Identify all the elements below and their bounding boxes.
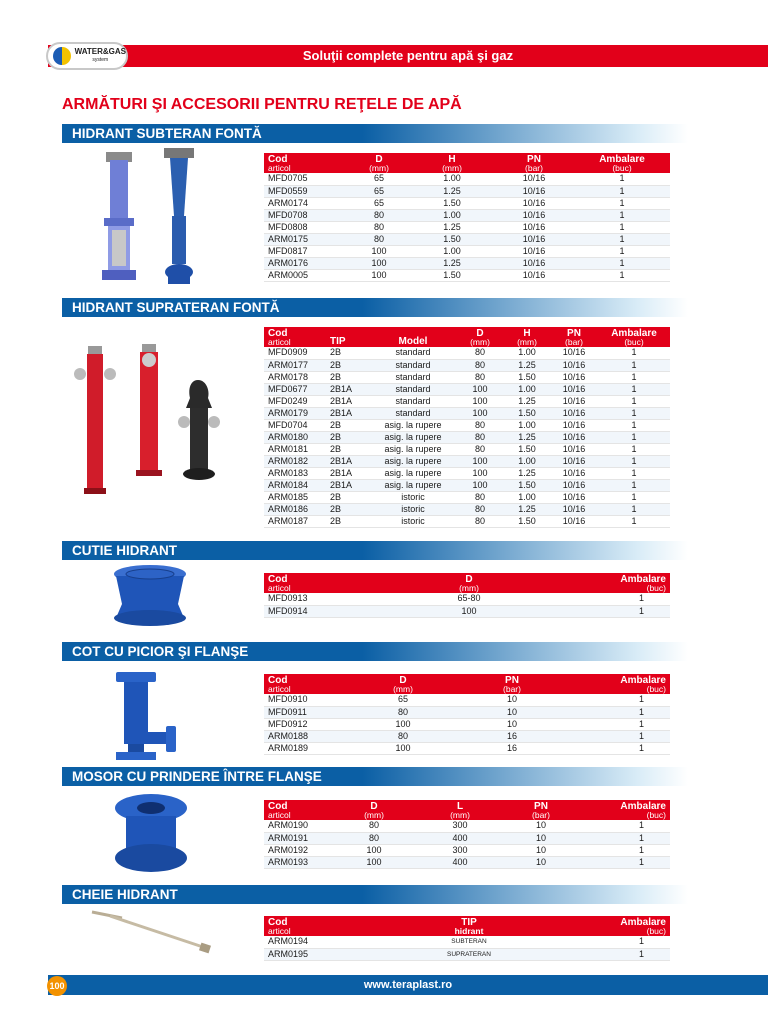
- table-cell: ARM0191: [264, 832, 336, 844]
- table-cell: 1: [574, 233, 670, 245]
- table-cell: 10/16: [550, 347, 598, 359]
- table-cell: MFD0808: [264, 221, 348, 233]
- table-header-row: Cod articol TIP hidrant Ambalare (buc): [264, 916, 670, 936]
- table-cell: 1: [554, 936, 670, 948]
- table-cell: standard: [370, 407, 456, 419]
- table-cell: 1: [574, 221, 670, 233]
- table-cell: 1: [598, 515, 670, 527]
- table-cell: 1.00: [410, 245, 494, 257]
- table-cell: 65: [348, 185, 410, 197]
- table-cell: 2B: [326, 419, 370, 431]
- table-row: [264, 515, 670, 527]
- table-cell: 1.50: [410, 197, 494, 209]
- table-cell: 1: [598, 359, 670, 371]
- table-row: [264, 467, 670, 479]
- table-row: [264, 948, 670, 960]
- header-bar: [48, 45, 768, 67]
- footer-bar: [48, 975, 768, 995]
- table-cell: 80: [354, 706, 452, 718]
- section-title: CUTIE HIDRANT: [72, 543, 177, 558]
- table-cell: ARM0005: [264, 269, 348, 281]
- table-cell: istoric: [370, 503, 456, 515]
- table-cell: istoric: [370, 491, 456, 503]
- table-cell: 2B: [326, 443, 370, 455]
- table-cell: MFD0913: [264, 593, 384, 605]
- section-header-bar: [62, 642, 688, 661]
- table-cell: 80: [348, 221, 410, 233]
- table-cell: 1.25: [504, 431, 550, 443]
- table-cell: 80: [336, 832, 412, 844]
- table-cell: 10/16: [550, 443, 598, 455]
- table-row: [264, 844, 670, 856]
- table-cell: 2B: [326, 431, 370, 443]
- table-cell: 80: [348, 233, 410, 245]
- table-cell: 10/16: [550, 431, 598, 443]
- table-cell: 100: [336, 844, 412, 856]
- table-cell: 1.00: [504, 347, 550, 359]
- underground-hydrant-icon: [92, 146, 214, 292]
- table-cell: ARM0175: [264, 233, 348, 245]
- table-cell: 300: [412, 844, 508, 856]
- table-cell: 65: [348, 173, 410, 185]
- table-cell: 2B: [326, 491, 370, 503]
- table-cell: 10/16: [550, 503, 598, 515]
- section-title: CHEIE HIDRANT: [72, 887, 178, 902]
- table-row: [264, 706, 670, 718]
- table-cell: asig. la rupere: [370, 419, 456, 431]
- table-cell: MFD0912: [264, 718, 354, 730]
- table-row: [264, 936, 670, 948]
- table-row: [264, 233, 670, 245]
- flanged-elbow-icon: [108, 668, 194, 764]
- table-cell: ARM0187: [264, 515, 326, 527]
- table-row: [264, 431, 670, 443]
- table-cell: ARM0182: [264, 455, 326, 467]
- table-row: [264, 173, 670, 185]
- table-cell: 2B: [326, 359, 370, 371]
- table-cell: 1: [574, 209, 670, 221]
- table-cell: 400: [412, 832, 508, 844]
- table-cell: 1.50: [504, 371, 550, 383]
- table-cell: 10/16: [550, 455, 598, 467]
- table-cell: MFD0708: [264, 209, 348, 221]
- table-cell: 1: [598, 395, 670, 407]
- table-cell: 10/16: [550, 383, 598, 395]
- table-cell: 80: [456, 515, 504, 527]
- flanged-spool-icon: [108, 790, 194, 876]
- table-cell: 2B1A: [326, 407, 370, 419]
- table-cell: 80: [336, 820, 412, 832]
- table-cell: 1: [572, 730, 670, 742]
- logo-subtext: system: [92, 57, 109, 63]
- table-row: [264, 742, 670, 754]
- table-cell: 2B1A: [326, 467, 370, 479]
- table-cell: 1: [574, 185, 670, 197]
- table-row: [264, 257, 670, 269]
- table-cell: 1: [572, 694, 670, 706]
- table-cell: 2B1A: [326, 479, 370, 491]
- table-cell: 1.25: [504, 503, 550, 515]
- table-cell: 1: [574, 269, 670, 281]
- table-cell: ARM0195: [264, 948, 384, 960]
- table-cell: ARM0184: [264, 479, 326, 491]
- table-cell: standard: [370, 371, 456, 383]
- section-header-bar: [62, 767, 688, 786]
- table-cell: 1: [598, 347, 670, 359]
- table-row: [264, 503, 670, 515]
- table-cell: MFD0705: [264, 173, 348, 185]
- table-row: [264, 491, 670, 503]
- table-row: [264, 359, 670, 371]
- table-cell: 1: [554, 605, 670, 617]
- table-cell: ARM0192: [264, 844, 336, 856]
- table-cell: 1: [598, 455, 670, 467]
- table-row: [264, 185, 670, 197]
- table-cell: 10/16: [550, 395, 598, 407]
- table-cell: standard: [370, 395, 456, 407]
- table-cell: 1: [598, 443, 670, 455]
- table-cell: 1.50: [504, 407, 550, 419]
- table-cell: 10/16: [494, 257, 574, 269]
- table-row: [264, 479, 670, 491]
- table-cell: 10/16: [494, 221, 574, 233]
- table-cell: 1.00: [410, 209, 494, 221]
- table-cell: ARM0188: [264, 730, 354, 742]
- spec-table-hydrant-key: [264, 916, 670, 961]
- table-cell: 10/16: [550, 419, 598, 431]
- table-cell: ARM0178: [264, 371, 326, 383]
- table-row: [264, 443, 670, 455]
- table-cell: 1: [574, 856, 670, 868]
- table-cell: 1: [598, 503, 670, 515]
- page-title: ARMĂTURI ŞI ACCESORII PENTRU REŢELE DE APĂ: [62, 96, 462, 113]
- table-cell: 100: [354, 742, 452, 754]
- table-cell: 1: [598, 383, 670, 395]
- table-cell: 2B: [326, 503, 370, 515]
- table-header-row: Cod articol D (mm) L (mm) PN (bar) Ambalare (buc): [264, 800, 670, 820]
- table-cell: 100: [456, 455, 504, 467]
- table-cell: MFD0704: [264, 419, 326, 431]
- table-cell: 1: [574, 197, 670, 209]
- table-row: [264, 593, 670, 605]
- table-cell: 10: [452, 694, 572, 706]
- table-row: [264, 730, 670, 742]
- page-number: 100: [47, 976, 67, 996]
- table-row: [264, 347, 670, 359]
- table-cell: 80: [456, 347, 504, 359]
- table-cell: 80: [456, 359, 504, 371]
- table-cell: 1: [598, 467, 670, 479]
- table-cell: asig. la rupere: [370, 479, 456, 491]
- table-cell: MFD0677: [264, 383, 326, 395]
- table-cell: ARM0179: [264, 407, 326, 419]
- table-cell: 100: [384, 605, 554, 617]
- section-title: COT CU PICIOR ŞI FLANŞE: [72, 644, 249, 659]
- table-cell: 10: [452, 718, 572, 730]
- table-cell: asig. la rupere: [370, 455, 456, 467]
- table-cell: 1: [598, 407, 670, 419]
- table-cell: 1: [598, 491, 670, 503]
- table-cell: 100: [348, 245, 410, 257]
- header-tagline: Soluţii complete pentru apă şi gaz: [302, 48, 514, 63]
- table-cell: 100: [456, 407, 504, 419]
- spec-table-overground: [264, 327, 670, 528]
- table-cell: 65: [354, 694, 452, 706]
- table-cell: 1.25: [504, 467, 550, 479]
- table-cell: 80: [456, 371, 504, 383]
- section-header-bar: [62, 541, 688, 560]
- table-cell: ARM0181: [264, 443, 326, 455]
- table-cell: ARM0194: [264, 936, 384, 948]
- table-cell: 65-80: [384, 593, 554, 605]
- footer-url: www.teraplast.ro: [363, 979, 453, 991]
- table-cell: 1: [554, 948, 670, 960]
- table-cell: 1: [574, 820, 670, 832]
- spec-table-hydrant-box: [264, 573, 670, 618]
- table-cell: 10: [452, 706, 572, 718]
- table-cell: 80: [348, 209, 410, 221]
- table-cell: 100: [354, 718, 452, 730]
- table-cell: MFD0909: [264, 347, 326, 359]
- hydrant-box-icon: [100, 562, 200, 628]
- table-cell: asig. la rupere: [370, 443, 456, 455]
- table-cell: 10/16: [550, 467, 598, 479]
- table-cell: 1.25: [410, 221, 494, 233]
- table-cell: 1: [598, 431, 670, 443]
- water-gas-logo-icon: [46, 42, 128, 70]
- table-cell: 1.00: [504, 419, 550, 431]
- table-cell: MFD0817: [264, 245, 348, 257]
- table-cell: 1: [598, 371, 670, 383]
- table-cell: 1.50: [410, 269, 494, 281]
- table-cell: 80: [354, 730, 452, 742]
- hydrant-key-icon: [82, 908, 222, 958]
- table-row: [264, 407, 670, 419]
- table-cell: 1: [554, 593, 670, 605]
- table-row: [264, 371, 670, 383]
- table-cell: 80: [456, 419, 504, 431]
- section-title: MOSOR CU PRINDERE ÎNTRE FLANŞE: [72, 769, 322, 784]
- table-cell: 10/16: [550, 515, 598, 527]
- table-header-row: Cod articol TIP Model D (mm) H (mm) PN (bar) Ambalare (buc): [264, 327, 670, 347]
- table-cell: 10/16: [494, 245, 574, 257]
- table-cell: 16: [452, 742, 572, 754]
- table-row: [264, 395, 670, 407]
- table-cell: 10/16: [550, 407, 598, 419]
- table-cell: MFD0249: [264, 395, 326, 407]
- table-cell: 10: [508, 820, 574, 832]
- table-cell: 1: [572, 718, 670, 730]
- table-cell: SUBTERAN: [384, 936, 554, 948]
- table-cell: 80: [456, 491, 504, 503]
- table-row: [264, 718, 670, 730]
- table-cell: 2B: [326, 515, 370, 527]
- table-cell: 2B: [326, 371, 370, 383]
- table-cell: 10: [508, 832, 574, 844]
- table-cell: 80: [456, 443, 504, 455]
- table-cell: 100: [348, 269, 410, 281]
- table-cell: 1.25: [504, 395, 550, 407]
- table-cell: 1.00: [504, 383, 550, 395]
- table-cell: 10/16: [494, 185, 574, 197]
- table-cell: 10/16: [494, 197, 574, 209]
- table-cell: 2B1A: [326, 395, 370, 407]
- table-cell: MFD0911: [264, 706, 354, 718]
- table-cell: 10/16: [494, 269, 574, 281]
- table-cell: 400: [412, 856, 508, 868]
- table-cell: ARM0189: [264, 742, 354, 754]
- section-header-bar: [62, 298, 688, 317]
- table-cell: 1: [572, 706, 670, 718]
- table-cell: ARM0180: [264, 431, 326, 443]
- table-cell: MFD0910: [264, 694, 354, 706]
- table-cell: 100: [336, 856, 412, 868]
- table-row: [264, 605, 670, 617]
- section-title: HIDRANT SUPRATERAN FONTĂ: [72, 300, 280, 315]
- table-cell: ARM0186: [264, 503, 326, 515]
- table-cell: standard: [370, 383, 456, 395]
- table-row: [264, 856, 670, 868]
- table-cell: 1: [572, 742, 670, 754]
- table-row: [264, 694, 670, 706]
- table-cell: MFD0559: [264, 185, 348, 197]
- table-row: [264, 383, 670, 395]
- table-cell: 1: [598, 419, 670, 431]
- table-cell: 1.25: [410, 257, 494, 269]
- table-row: [264, 820, 670, 832]
- table-cell: 10: [508, 844, 574, 856]
- table-cell: 1.50: [504, 443, 550, 455]
- section-header-bar: [62, 124, 688, 143]
- table-cell: 10/16: [494, 209, 574, 221]
- table-cell: 100: [456, 467, 504, 479]
- table-cell: istoric: [370, 515, 456, 527]
- table-cell: 1.00: [504, 491, 550, 503]
- table-cell: 1: [574, 173, 670, 185]
- table-cell: 1: [574, 832, 670, 844]
- table-cell: 100: [456, 383, 504, 395]
- table-cell: 1.00: [504, 455, 550, 467]
- table-cell: SUPRATERAN: [384, 948, 554, 960]
- table-cell: 10/16: [550, 371, 598, 383]
- table-cell: 1.50: [504, 515, 550, 527]
- section-title: HIDRANT SUBTERAN FONTĂ: [72, 126, 262, 141]
- table-cell: ARM0183: [264, 467, 326, 479]
- table-cell: standard: [370, 347, 456, 359]
- table-cell: 16: [452, 730, 572, 742]
- table-cell: ARM0190: [264, 820, 336, 832]
- table-cell: ARM0193: [264, 856, 336, 868]
- table-cell: standard: [370, 359, 456, 371]
- table-cell: 100: [348, 257, 410, 269]
- table-cell: 2B: [326, 347, 370, 359]
- table-cell: 1: [598, 479, 670, 491]
- table-cell: 80: [456, 431, 504, 443]
- table-cell: ARM0176: [264, 257, 348, 269]
- table-cell: 1.25: [410, 185, 494, 197]
- table-cell: 80: [456, 503, 504, 515]
- table-cell: MFD0914: [264, 605, 384, 617]
- spec-table-flanged-spool: [264, 800, 670, 869]
- table-cell: 100: [456, 395, 504, 407]
- table-cell: 10/16: [550, 491, 598, 503]
- table-row: [264, 269, 670, 281]
- table-cell: ARM0174: [264, 197, 348, 209]
- table-cell: 1: [574, 245, 670, 257]
- spec-table-flanged-elbow: [264, 674, 670, 755]
- table-row: [264, 209, 670, 221]
- table-cell: 1.50: [410, 233, 494, 245]
- table-cell: 10/16: [494, 233, 574, 245]
- section-header-bar: [62, 885, 688, 904]
- table-cell: 10/16: [550, 479, 598, 491]
- table-header-row: Cod articol D (mm) H (mm) PN (bar) Ambalare (buc): [264, 153, 670, 173]
- table-cell: 10/16: [494, 173, 574, 185]
- table-cell: 1: [574, 844, 670, 856]
- table-header-row: Cod articol D (mm) PN (bar) Ambalare (buc): [264, 674, 670, 694]
- table-cell: 1.00: [410, 173, 494, 185]
- table-cell: 10: [508, 856, 574, 868]
- overground-hydrant-icon: [70, 338, 230, 498]
- table-row: [264, 419, 670, 431]
- table-cell: 1.50: [504, 479, 550, 491]
- table-row: [264, 832, 670, 844]
- table-cell: 100: [456, 479, 504, 491]
- table-cell: 300: [412, 820, 508, 832]
- table-row: [264, 197, 670, 209]
- table-cell: 65: [348, 197, 410, 209]
- table-cell: ARM0185: [264, 491, 326, 503]
- table-row: [264, 245, 670, 257]
- table-cell: 2B1A: [326, 383, 370, 395]
- table-cell: 10/16: [550, 359, 598, 371]
- logo-emblem: [53, 47, 71, 65]
- logo-text: WATER&GAS: [74, 47, 126, 56]
- table-cell: 2B1A: [326, 455, 370, 467]
- table-row: [264, 221, 670, 233]
- table-header-row: Cod articol D (mm) Ambalare (buc): [264, 573, 670, 593]
- table-row: [264, 455, 670, 467]
- table-cell: 1: [574, 257, 670, 269]
- spec-table-underground: [264, 153, 670, 282]
- table-cell: asig. la rupere: [370, 431, 456, 443]
- table-cell: asig. la rupere: [370, 467, 456, 479]
- table-cell: 1.25: [504, 359, 550, 371]
- table-cell: ARM0177: [264, 359, 326, 371]
